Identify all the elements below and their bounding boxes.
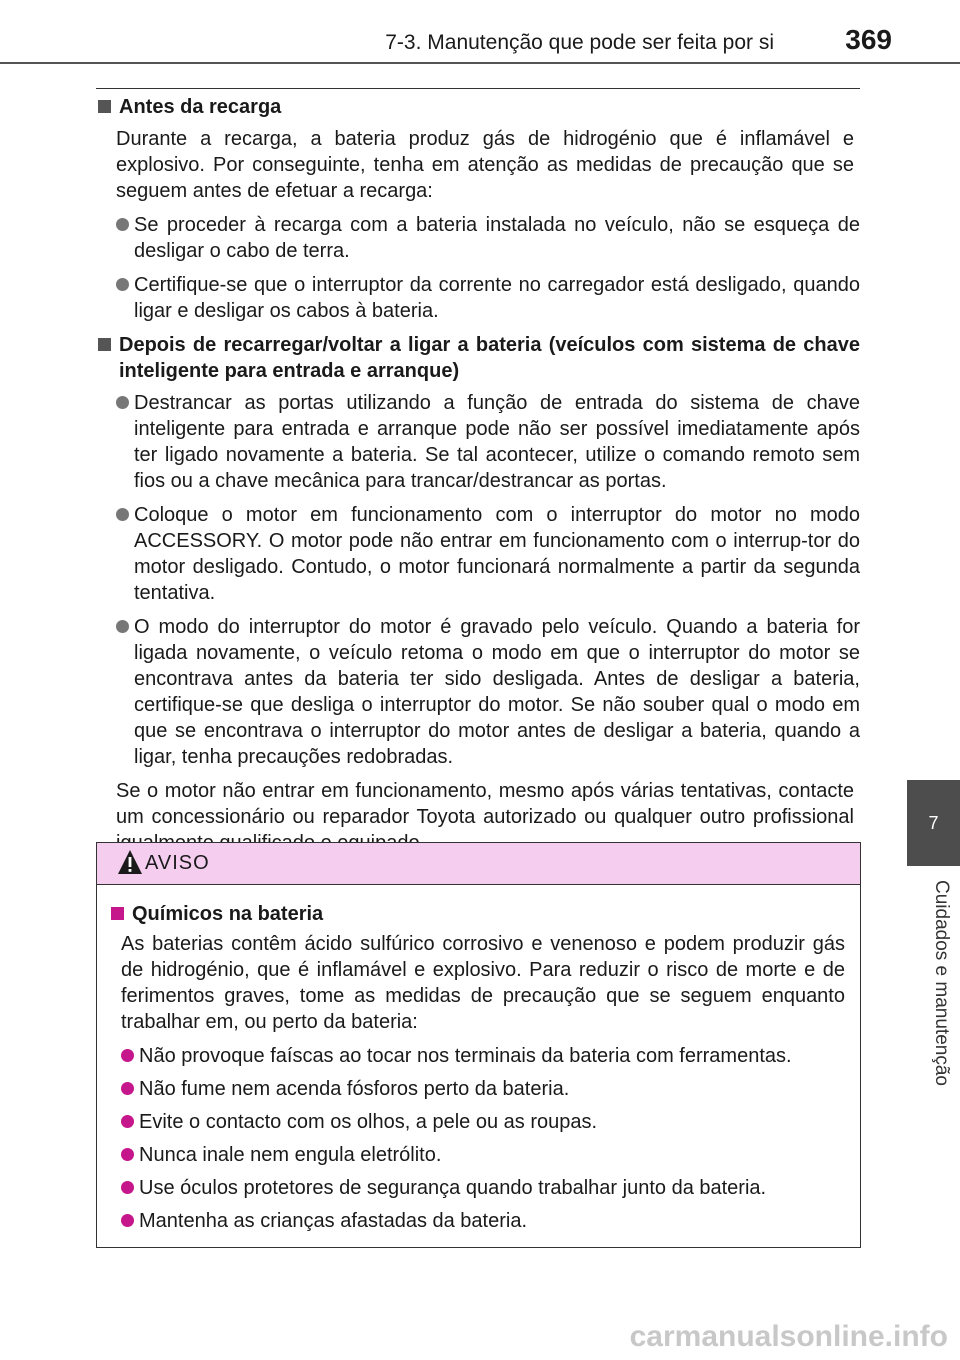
page-header — [0, 0, 960, 64]
main-content — [96, 94, 860, 864]
dot-bullet-icon — [116, 396, 129, 409]
list-item: Evite o contacto com os olhos, a pele ou as roupas. — [109, 1109, 850, 1135]
chapter-label: Cuidados e manutenção — [931, 880, 952, 1086]
section-heading: Depois de recarregar/voltar a ligar a bateria (veículos com sistema de chave inteligente para entrada e arranque) — [96, 332, 860, 384]
page-number: 369 — [845, 24, 892, 55]
dot-bullet-icon — [116, 218, 129, 231]
list-item: Nunca inale nem engula eletrólito. — [109, 1142, 850, 1168]
warning-box — [96, 842, 861, 1248]
paragraph: As baterias contêm ácido sulfúrico corrosivo e venenoso e podem produzir gás de hidrogénio, que é inflamável e explosivo. Para reduzir o risco de morte e de ferimentos graves, tome as medidas de precaução que se seguem enquanto trabalhar em, ou perto da bateria: — [121, 933, 845, 1033]
warning-header — [97, 843, 860, 885]
dot-bullet-icon — [121, 1082, 134, 1095]
list-item: Não provoque faíscas ao tocar nos terminais da bateria com ferramentas. — [109, 1043, 850, 1069]
square-bullet-icon — [98, 338, 111, 351]
warning-label: AVISO — [145, 852, 210, 874]
chapter-tab[interactable] — [907, 780, 960, 866]
paragraph: Se o motor não entrar em funcionamento, mesmo após várias tentativas, contacte um concessionário ou reparador Toyota autorizado ou qualquer outro profissional — [116, 780, 854, 828]
warning-body — [97, 885, 860, 1234]
square-bullet-icon — [98, 100, 111, 113]
warning-heading: Químicos na bateria — [109, 901, 850, 927]
paragraph: Durante a recarga, a bateria produz gás de hidrogénio que é inflamável e explosivo. Por conseguinte, tenha em atenção as medidas de precaução que se seguem antes de efetuar a recarga: — [116, 128, 854, 202]
header-rule — [0, 62, 960, 64]
dot-bullet-icon — [116, 508, 129, 521]
list-item: Destrancar as portas utilizando a função de entrada do sistema de chave inteligente para entrada e arranque pode não ser possível imediatamente após ter ligado novamente a bateria. Se tal acontecer, utilize o comando remoto sem fios ou a chave mecânica para trancar/destrancar as portas. — [96, 390, 860, 494]
list-item: Certifique-se que o interruptor da corrente no carregador está desligado, quando ligar e desligar os cabos à bateria. — [96, 272, 860, 324]
watermark: carmanualsonline.info — [629, 1320, 948, 1353]
list-item: O modo do interruptor do motor é gravado pelo veículo. Quando a bateria for ligada novamente, o veículo retoma o modo em que o interruptor do motor se encontrava antes da bateria ter sido desligada. Antes de desligar a bateria, certifique-se que desliga o interruptor do motor. Se não souber qual o modo em que se encontrava o interruptor do motor antes de desligar a bateria, quando a ligar, tenha precauções redobradas. — [96, 614, 860, 770]
list-item: Coloque o motor em funcionamento com o interruptor do motor no modo ACCESSORY. O motor pode não entrar em funcionamento com o interrup-tor do motor desligado. Contudo, o motor funcionará normalmente a partir da segunda tentativa. — [96, 502, 860, 606]
list-item: Mantenha as crianças afastadas da bateria. — [109, 1208, 850, 1234]
list-item: Não fume nem acenda fósforos perto da bateria. — [109, 1076, 850, 1102]
section-heading: Antes da recarga — [96, 94, 860, 120]
chapter-number: 7 — [928, 812, 939, 833]
section-title: 7-3. Manutenção que pode ser feita por si — [385, 31, 774, 54]
dot-bullet-icon — [121, 1181, 134, 1194]
warning-triangle-icon — [117, 848, 143, 876]
divider — [96, 88, 860, 89]
dot-bullet-icon — [116, 278, 129, 291]
list-item: Use óculos protetores de segurança quando trabalhar junto da bateria. — [109, 1175, 850, 1201]
list-item: Se proceder à recarga com a bateria instalada no veículo, não se esqueça de desligar o cabo de terra. — [96, 212, 860, 264]
dot-bullet-icon — [121, 1148, 134, 1161]
dot-bullet-icon — [121, 1214, 134, 1227]
dot-bullet-icon — [116, 620, 129, 633]
square-bullet-icon — [111, 907, 124, 920]
dot-bullet-icon — [121, 1049, 134, 1062]
dot-bullet-icon — [121, 1115, 134, 1128]
